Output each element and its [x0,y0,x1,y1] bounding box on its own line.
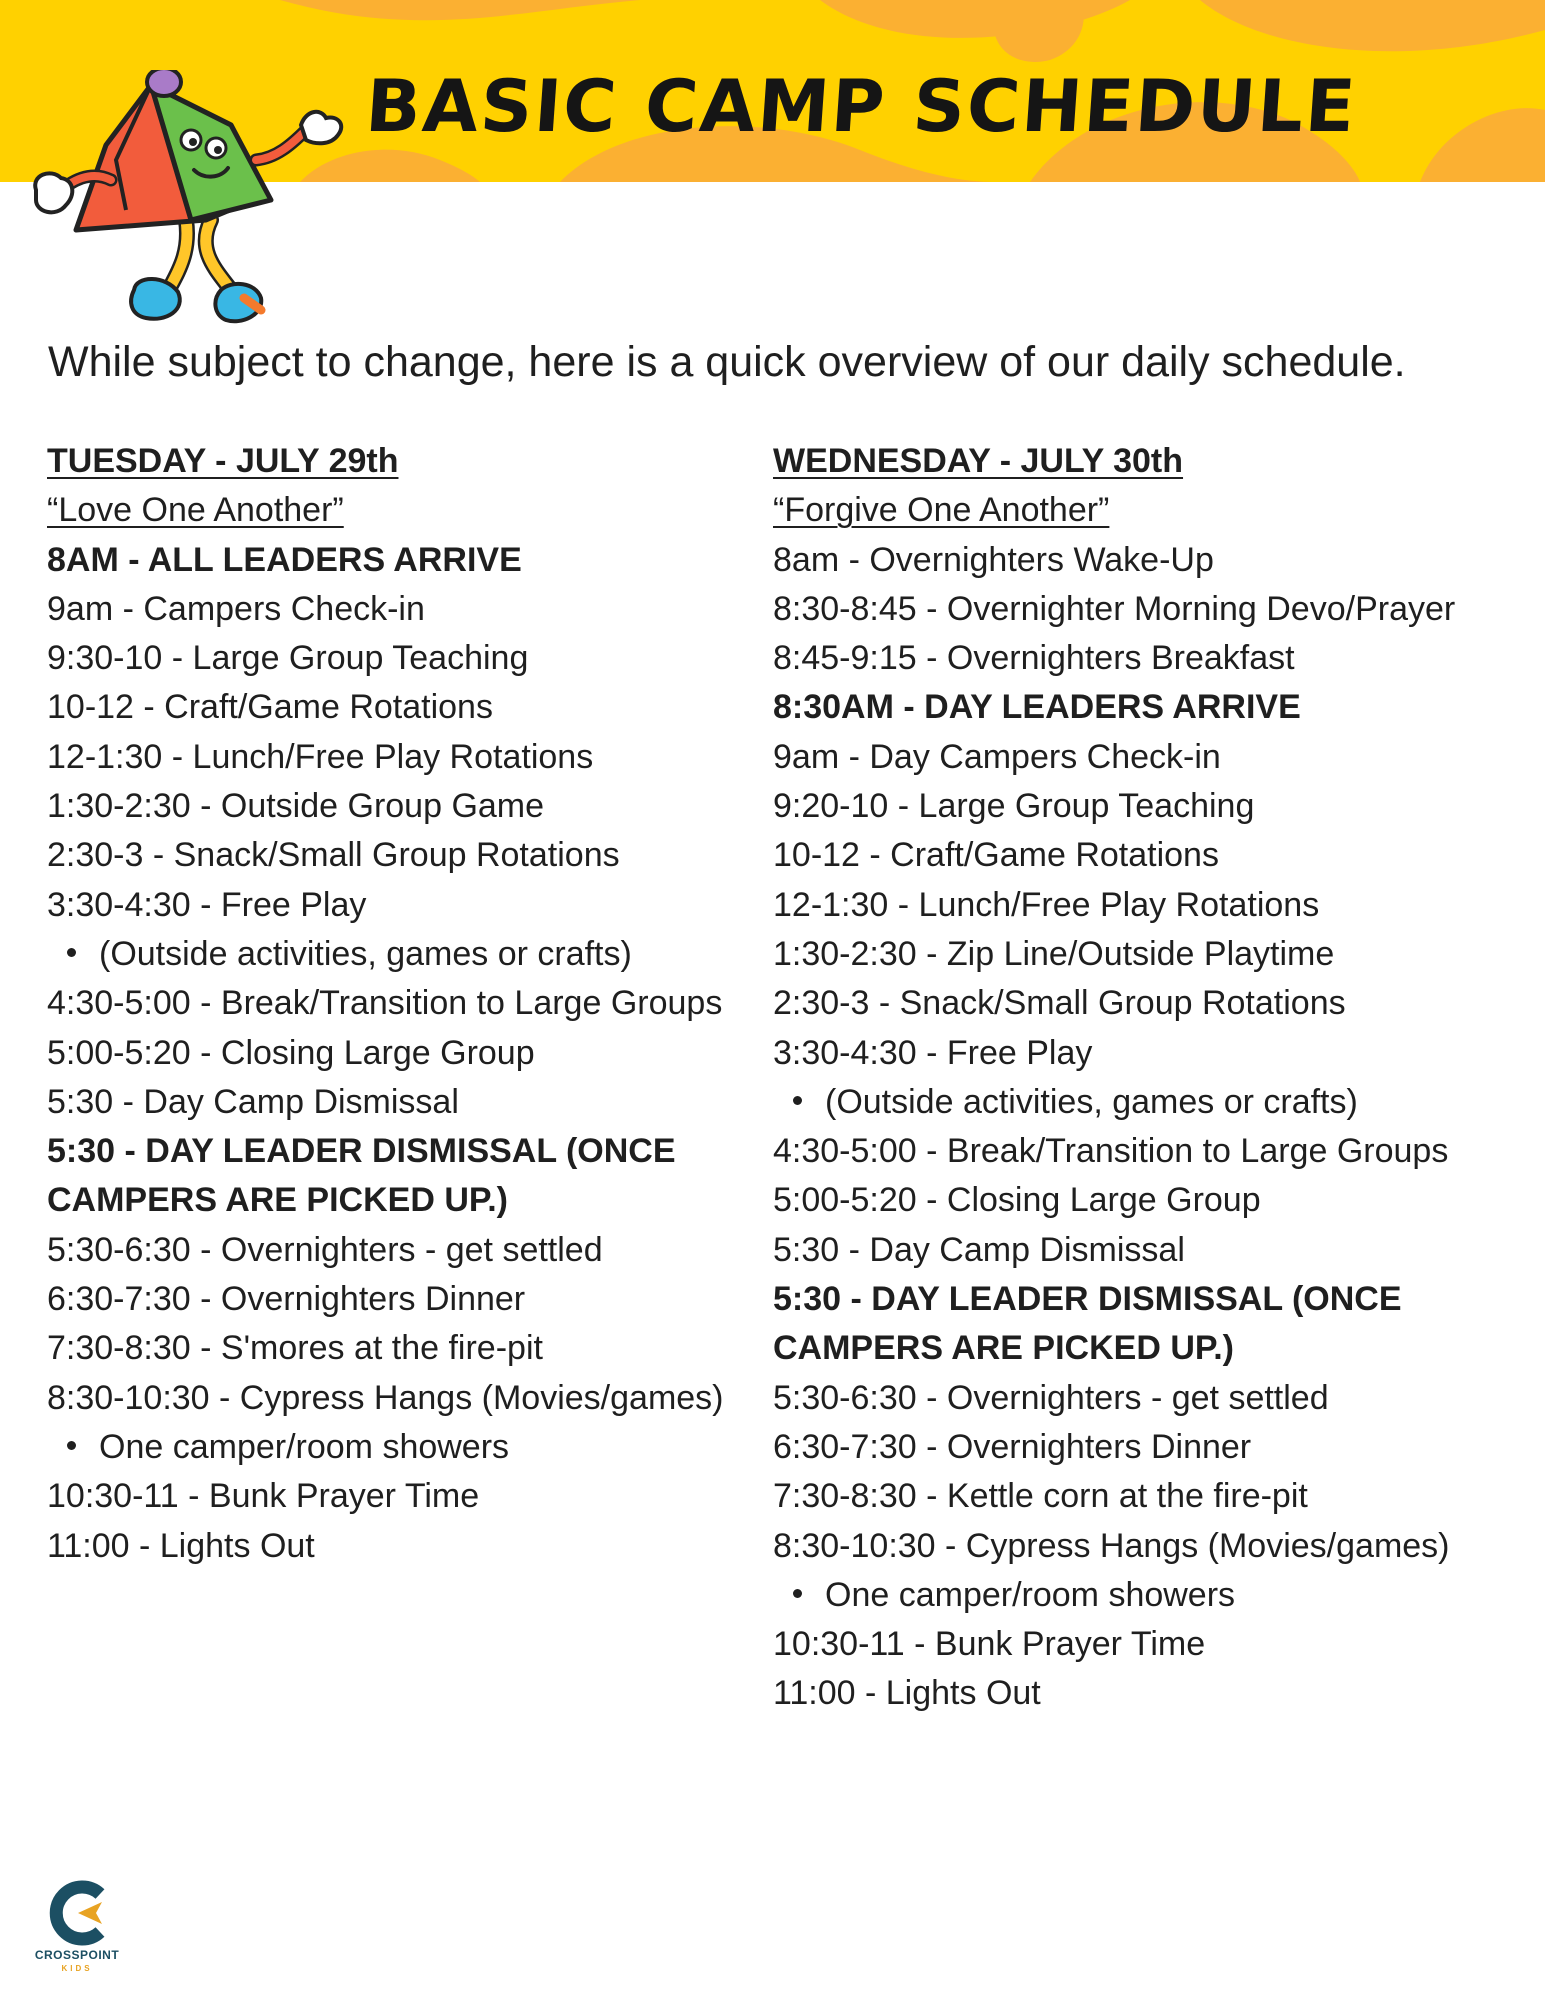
schedule-item: 5:30 - DAY LEADER DISMISSAL (ONCE [47,1132,676,1171]
schedule-item: 6:30-7:30 - Overnighters Dinner [47,1280,526,1319]
schedule-item: 8:45-9:15 - Overnighters Breakfast [773,639,1295,678]
schedule-item: 9am - Day Campers Check-in [773,737,1221,776]
schedule-item: 11:00 - Lights Out [47,1526,315,1565]
schedule-item: 3:30-4:30 - Free Play [773,1033,1093,1072]
crosspoint-logo [18,1880,136,1980]
schedule-item: 6:30-7:30 - Overnighters Dinner [773,1427,1252,1466]
schedule-item: 8am - Overnighters Wake-Up [773,540,1214,579]
schedule-item: 5:30-6:30 - Overnighters - get settled [773,1378,1329,1417]
schedule-list [47,536,767,1571]
intro-text: While subject to change, here is a quick overview of our daily schedule. [48,338,1406,386]
schedule-item: 9:20-10 - Large Group Teaching [773,787,1255,826]
schedule-item: 10:30-11 - Bunk Prayer Time [47,1477,480,1516]
schedule-item: 8:30AM - DAY LEADERS ARRIVE [773,688,1301,727]
schedule-item: 8AM - ALL LEADERS ARRIVE [47,540,522,579]
schedule-item: 1:30-2:30 - Outside Group Game [47,787,545,826]
schedule-item: 7:30-8:30 - S'mores at the fire-pit [47,1329,543,1368]
wednesday-schedule [773,437,1493,1719]
day-theme: “Forgive One Another” [773,491,1110,530]
logo-subtext: KIDS [61,1964,93,1973]
schedule-item: 3:30-4:30 - Free Play [47,885,367,924]
schedule-item: 1:30-2:30 - Zip Line/Outside Playtime [773,934,1335,973]
schedule-item: 5:30 - Day Camp Dismissal [47,1082,459,1121]
schedule-item: 5:00-5:20 - Closing Large Group [773,1181,1261,1220]
schedule-item: CAMPERS ARE PICKED UP.) [773,1329,1234,1368]
crosspoint-logo-icon [18,1880,136,1946]
schedule-item: 7:30-8:30 - Kettle corn at the fire-pit [773,1477,1308,1516]
schedule-item: 2:30-3 - Snack/Small Group Rotations [47,836,620,875]
schedule-item: 2:30-3 - Snack/Small Group Rotations [773,984,1346,1023]
schedule-item: 5:30 - DAY LEADER DISMISSAL (ONCE [773,1280,1402,1319]
logo-text: CROSSPOINT [34,1948,120,1962]
schedule-bullet-item: One camper/room showers [47,1423,767,1472]
schedule-item: 8:30-8:45 - Overnighter Morning Devo/Prayer [773,589,1456,628]
schedule-item: 9:30-10 - Large Group Teaching [47,639,529,678]
schedule-item: 10:30-11 - Bunk Prayer Time [773,1625,1206,1664]
schedule-item: 11:00 - Lights Out [773,1674,1041,1713]
schedule-item: 12-1:30 - Lunch/Free Play Rotations [773,885,1320,924]
schedule-list [773,536,1493,1719]
schedule-item: 5:00-5:20 - Closing Large Group [47,1033,535,1072]
schedule-item: 12-1:30 - Lunch/Free Play Rotations [47,737,594,776]
schedule-item: 4:30-5:00 - Break/Transition to Large Groups [47,984,723,1023]
schedule-bullet-item: One camper/room showers [773,1571,1493,1620]
tuesday-schedule [47,437,767,1571]
schedule-bullet-item: (Outside activities, games or crafts) [47,930,767,979]
schedule-item: 4:30-5:00 - Break/Transition to Large Groups [773,1132,1449,1171]
day-heading: TUESDAY - JULY 29th [47,442,399,480]
schedule-item: 5:30 - Day Camp Dismissal [773,1230,1185,1269]
page-title: BASIC CAMP SCHEDULE [363,64,1360,148]
tent-mascot-icon [16,70,356,335]
schedule-bullet-item: (Outside activities, games or crafts) [773,1078,1493,1127]
schedule-item: 10-12 - Craft/Game Rotations [47,688,493,727]
schedule-item: 8:30-10:30 - Cypress Hangs (Movies/games) [47,1378,724,1417]
schedule-item: CAMPERS ARE PICKED UP.) [47,1181,508,1220]
day-heading: WEDNESDAY - JULY 30th [773,442,1184,480]
schedule-item: 9am - Campers Check-in [47,589,425,628]
day-theme: “Love One Another” [47,491,344,530]
schedule-item: 5:30-6:30 - Overnighters - get settled [47,1230,603,1269]
schedule-item: 10-12 - Craft/Game Rotations [773,836,1219,875]
schedule-item: 8:30-10:30 - Cypress Hangs (Movies/games) [773,1526,1450,1565]
